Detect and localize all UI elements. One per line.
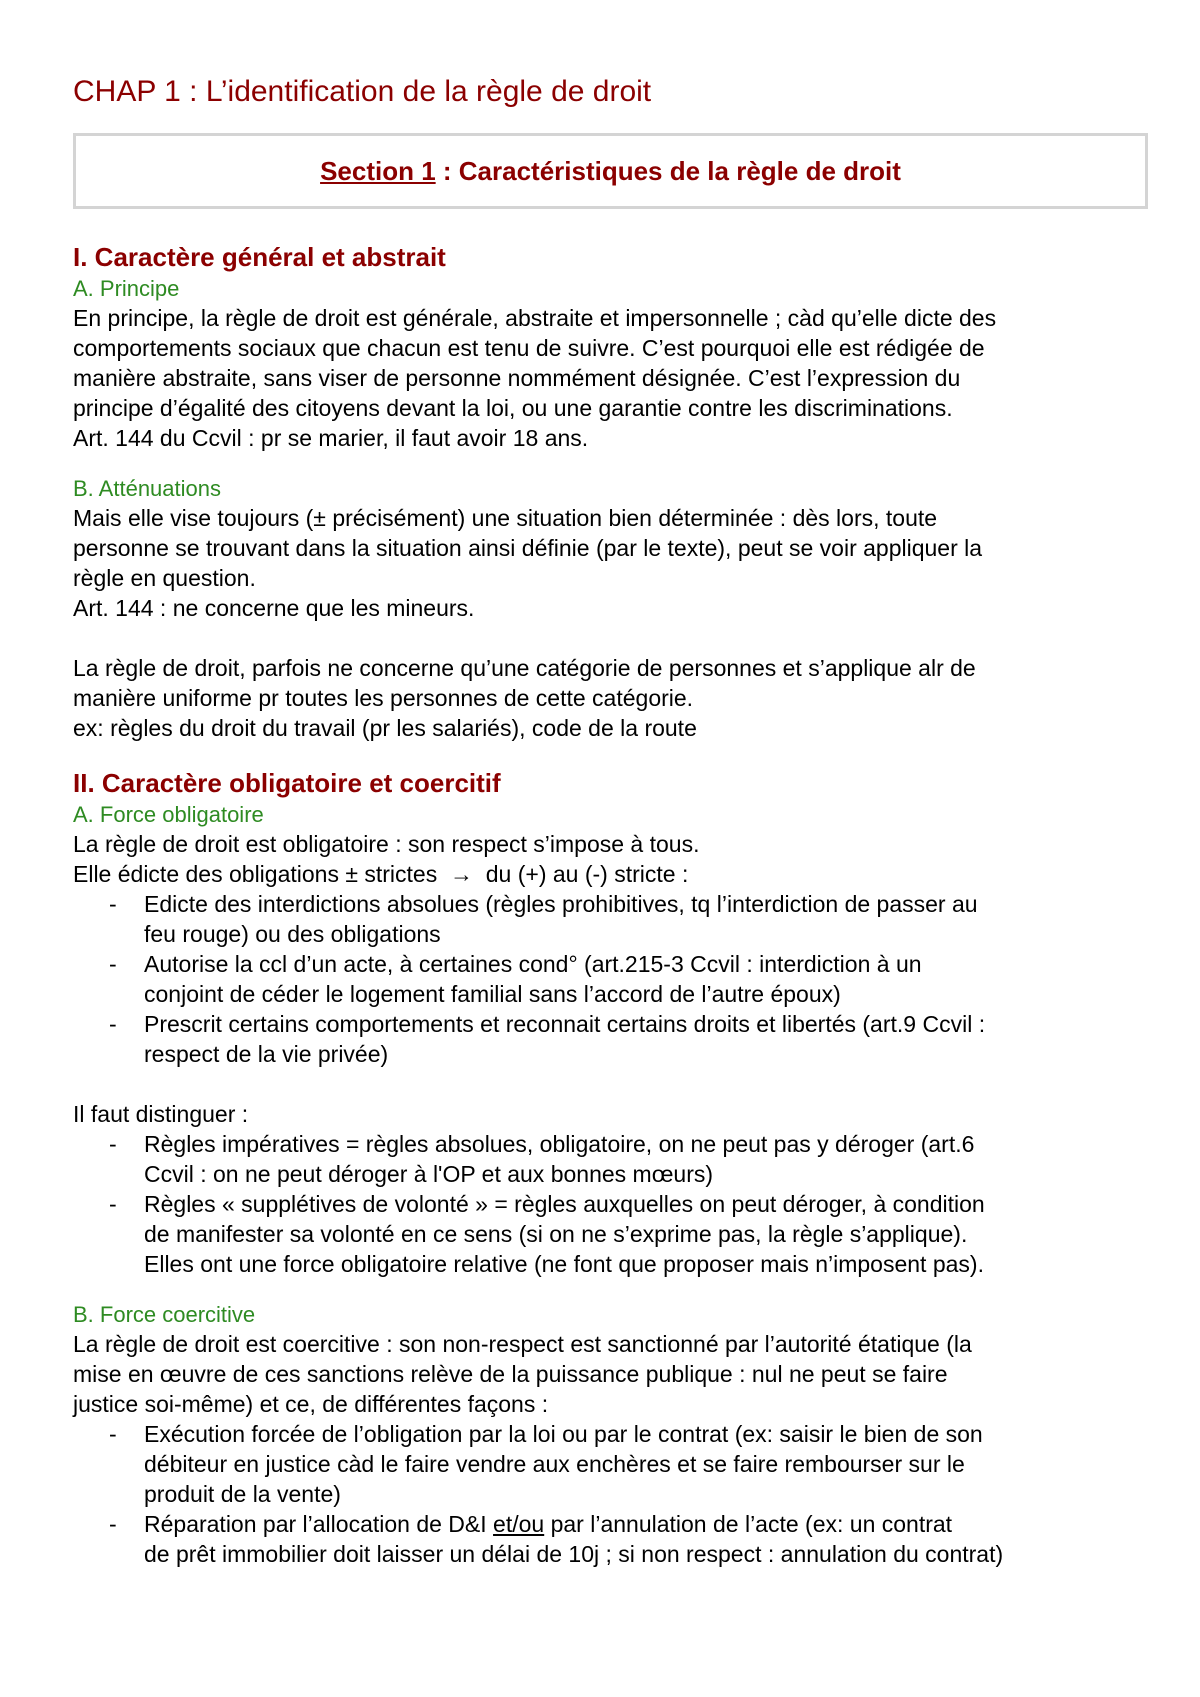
dash-bullet: - (109, 1421, 117, 1447)
paragraph-line: manière abstraite, sans viser de personne nommément désignée. C’est l’expression du (73, 365, 961, 391)
paragraph-line: mise en œuvre de ces sanctions relève de la puissance publique : nul ne peut se faire (73, 1361, 948, 1387)
chapter-title: CHAP 1 : L’identification de la règle de droit (73, 75, 652, 108)
dash-bullet: - (109, 891, 117, 917)
list-item: - Autorise la ccl d’un acte, à certaines cond° (art.215-3 Ccvil : interdiction à un conjoint de céder le logement familial sans l’accord de l’autre époux) (109, 951, 922, 1007)
list-item: - Edicte des interdictions absolues (règles prohibitives, tq l’interdiction de passer au feu rouge) ou des obligations (109, 891, 978, 947)
distinction-list (73, 1129, 1148, 1279)
dash-bullet: - (109, 1131, 117, 1157)
list-item: - Règles « supplétives de volonté » = règles auxquelles on peut déroger, à condition de manifester sa volonté en ce sens (si on ne s’exprime pas, la règle s’applique). Elles ont une force obligatoire relative (ne font que proposer mais n’imposent pas). (109, 1191, 985, 1277)
paragraph-line: La règle de droit, parfois ne concerne qu’une catégorie de personnes et s’applique alr de (73, 655, 976, 681)
part2-heading: II. Caractère obligatoire et coercitif (73, 768, 501, 798)
paragraph-line: comportements sociaux que chacun est tenu de suivre. C’est pourquoi elle est rédigée de (73, 335, 985, 361)
list-item: - Exécution forcée de l’obligation par la loi ou par le contrat (ex: saisir le bien de son débiteur en justice càd le faire vendre aux enchères et se faire rembourser sur le produit de la vente) (109, 1421, 983, 1507)
paragraph-line: règle en question. (73, 565, 256, 591)
paragraph-line: Elle édicte des obligations ± strictes → du (+) au (-) stricte : (73, 861, 689, 887)
paragraph-line: Art. 144 : ne concerne que les mineurs. (73, 595, 475, 621)
dash-bullet: - (109, 1191, 117, 1217)
paragraph-line: justice soi-même) et ce, de différentes façons : (73, 1391, 549, 1417)
section-header-box (73, 133, 1148, 209)
part1-heading: I. Caractère général et abstrait (73, 242, 446, 272)
part2-b-heading: B. Force coercitive (73, 1302, 256, 1327)
underlined-text: et/ou (493, 1511, 545, 1537)
paragraph-line: Il faut distinguer : (73, 1101, 249, 1127)
paragraph-line: principe d’égalité des citoyens devant la loi, ou une garantie contre les discriminations. (73, 395, 953, 421)
paragraph-line: Art. 144 du Ccvil : pr se marier, il faut avoir 18 ans. (73, 425, 589, 451)
part1-b-heading: B. Atténuations (73, 476, 221, 501)
dash-bullet: - (109, 1011, 117, 1037)
section-title: : Caractéristiques de la règle de droit (435, 155, 901, 186)
dash-bullet: - (109, 951, 117, 977)
obligations-list (73, 889, 1148, 1069)
list-item: - Réparation par l’allocation de D&I et/ou par l’annulation de l’acte (ex: un contrat de prêt immobilier doit laisser un délai de 10j ; si non respect : annulation du contrat) (109, 1511, 1004, 1567)
paragraph-line: La règle de droit est coercitive : son non-respect est sanctionné par l’autorité étatique (la (73, 1331, 972, 1357)
dash-bullet: - (109, 1511, 117, 1537)
list-item: - Prescrit certains comportements et reconnait certains droits et libertés (art.9 Ccvil : respect de la vie privée) (109, 1011, 986, 1067)
part2-a-heading: A. Force obligatoire (73, 802, 264, 827)
paragraph-line: Mais elle vise toujours (± précisément) une situation bien déterminée : dès lors, toute (73, 505, 938, 531)
list-item: - Règles impératives = règles absolues, obligatoire, on ne peut pas y déroger (art.6 Ccvil : on ne peut déroger à l'OP et aux bonnes mœurs) (109, 1131, 975, 1187)
paragraph-line: En principe, la règle de droit est générale, abstraite et impersonnelle ; càd qu’elle dicte des (73, 305, 997, 331)
document-page (73, 70, 1148, 1569)
paragraph-line: personne se trouvant dans la situation ainsi définie (par le texte), peut se voir appliquer la (73, 535, 983, 561)
paragraph-line: ex: règles du droit du travail (pr les salariés), code de la route (73, 715, 697, 741)
section-label: Section 1 (320, 155, 436, 186)
sanctions-list (73, 1419, 1148, 1569)
part1-a-heading: A. Principe (73, 276, 180, 301)
paragraph-line: manière uniforme pr toutes les personnes de cette catégorie. (73, 685, 694, 711)
paragraph-line: La règle de droit est obligatoire : son respect s’impose à tous. (73, 831, 700, 857)
